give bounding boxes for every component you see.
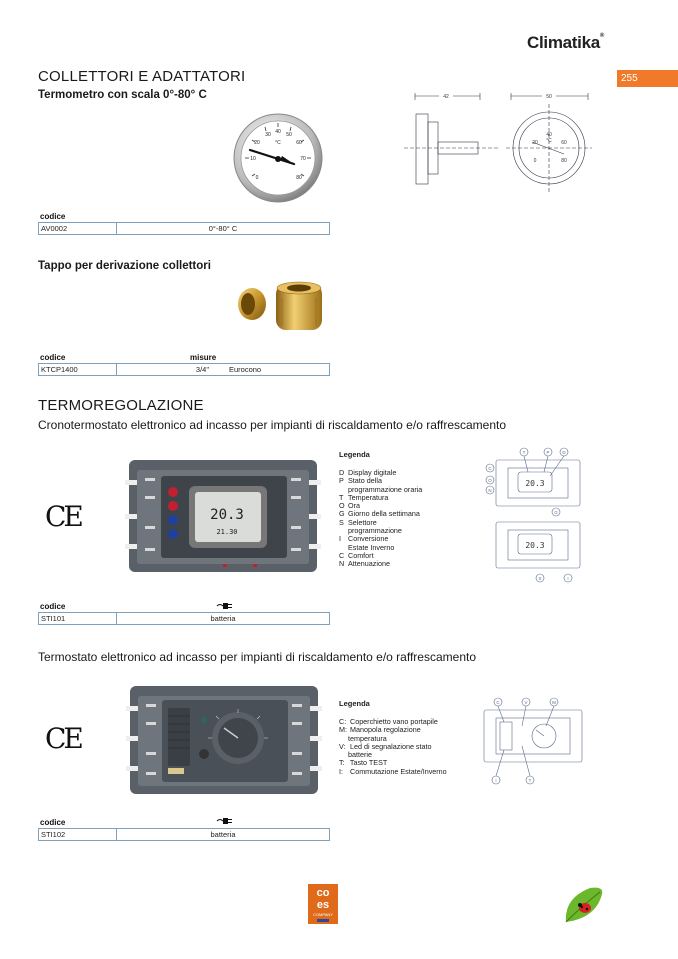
legend-item: C Comfort	[339, 550, 374, 560]
table-header-codice: codice	[40, 353, 66, 362]
section-title-collettori: COLLETTORI E ADATTATORI	[38, 68, 246, 85]
diagram-display-text: 20.3	[525, 541, 545, 550]
type-cell: Eurocono	[229, 365, 262, 374]
diagram-label: S	[538, 576, 542, 581]
drawing-label: 80	[561, 158, 567, 164]
logo-text: co	[316, 887, 330, 899]
code-cell: AV0002	[39, 223, 117, 234]
dial-label: 20	[254, 140, 260, 146]
legend-item-cont: programmazione oraria	[348, 484, 423, 494]
section-title-termoregolazione: TERMOREGOLAZIONE	[38, 397, 204, 414]
diagram-label: I	[495, 778, 497, 783]
table-row	[38, 612, 330, 625]
legend-title: Legenda	[339, 699, 370, 708]
battery-plug-icon	[216, 602, 234, 610]
chronothermostat-diagram	[484, 446, 590, 586]
legend-list	[339, 469, 469, 569]
display-sub-text: 21.30	[216, 528, 238, 536]
power-cell: batteria	[210, 614, 236, 623]
dial-label: 80	[296, 175, 302, 181]
table-header-misure: misure	[190, 353, 217, 362]
battery-plug-icon	[216, 817, 234, 825]
ce-mark: CE	[45, 722, 81, 755]
legend-item-cont: temperatura	[348, 733, 387, 743]
diagram-label: T	[528, 778, 532, 783]
legend-item: T Temperatura	[339, 492, 389, 502]
legend-item: V: Led di segnalazione stato	[339, 741, 432, 751]
diagram-label: V	[524, 700, 528, 705]
dial-label: 30	[265, 132, 271, 138]
product-title-termostato: Termostato elettronico ad incasso per impianti di riscaldamento e/o raffrescamento	[38, 650, 476, 664]
value-cell: 0°-80° C	[208, 224, 238, 233]
legend-item: N Attenuazione	[339, 559, 390, 569]
logo-text: es	[316, 899, 330, 911]
table-header-codice: codice	[40, 212, 66, 221]
dial-label: 50	[286, 132, 292, 138]
legend-item: O Ora	[339, 501, 360, 511]
legend-item: D Display digitale	[339, 468, 397, 477]
thermometer-photo	[230, 112, 326, 204]
drawing-label: 60	[561, 140, 567, 146]
diagram-label: G	[554, 510, 558, 515]
product-title-termometro: Termometro con scala 0°-80° C	[38, 89, 207, 101]
coes-company-logo	[308, 884, 338, 924]
diagram-label: D	[562, 450, 566, 455]
ce-mark: CE	[45, 500, 81, 533]
logo-text: COMPANY	[313, 912, 333, 917]
table-row	[38, 363, 330, 376]
legend-item-cont: batterie	[348, 750, 372, 760]
product-title-tappo: Tappo per derivazione collettori	[38, 260, 211, 272]
product-title-cronotermostato: Cronotermostato elettronico ad incasso per impianti di riscaldamento e/o raffrescamento	[38, 418, 507, 432]
diagram-label: N	[488, 488, 492, 493]
diagram-label: I	[567, 576, 569, 581]
thermometer-technical-drawing	[396, 90, 606, 200]
diagram-label: O	[488, 478, 492, 483]
code-cell: STI101	[39, 613, 117, 624]
diagram-label: T	[522, 450, 526, 455]
legend-item: S Selettore	[339, 517, 377, 527]
legend-item: I: Commutazione Estate/Inverno	[339, 766, 447, 776]
diagram-label: C	[488, 466, 492, 471]
page-number-tab: 255	[617, 70, 678, 87]
code-cell: STI102	[39, 829, 117, 840]
ladybug-leaf-icon	[560, 884, 606, 928]
drawing-label: 20	[532, 140, 538, 146]
legend-item: T: Tasto TEST	[339, 758, 388, 768]
dial-label: 70	[300, 156, 306, 162]
legend-item: P Stato della	[339, 476, 382, 486]
table-header-codice: codice	[40, 818, 66, 827]
dial-label: 40	[275, 129, 281, 135]
drawing-label: 40	[546, 132, 552, 138]
diagram-label: P	[546, 450, 550, 455]
table-row	[38, 222, 330, 235]
table-row	[38, 828, 330, 841]
dimension-label: 42	[443, 94, 449, 100]
thermostat-photo	[124, 682, 324, 798]
legend-item: G Giorno della settimana	[339, 509, 420, 519]
chronothermostat-photo	[123, 456, 323, 576]
legend-list	[339, 718, 479, 776]
table-header-codice: codice	[40, 602, 66, 611]
legend-item-cont: Estate Inverno	[348, 542, 395, 552]
power-cell: batteria	[210, 830, 236, 839]
dial-label: 0	[255, 175, 259, 181]
legend-title: Legenda	[339, 450, 370, 459]
dial-unit: °C	[275, 140, 281, 146]
display-main-text: 20.3	[210, 507, 244, 523]
code-cell: KTCP1400	[39, 364, 117, 375]
drawing-label: °C	[546, 138, 552, 144]
diagram-display-text: 20.3	[525, 479, 545, 488]
brand-logo: Climatika®	[527, 33, 605, 52]
legend-item-cont: programmazione	[348, 526, 402, 536]
legend-item: M: Manopola regolazione	[339, 725, 421, 735]
diagram-label: C	[496, 700, 500, 705]
thermostat-diagram	[478, 696, 588, 788]
size-cell: 3/4"	[195, 365, 209, 374]
dial-label: 10	[250, 156, 256, 162]
diagram-label: M	[552, 700, 556, 705]
drawing-label: 0	[533, 158, 537, 164]
dimension-label: 50	[546, 94, 552, 100]
legend-item: I Conversione	[339, 534, 389, 544]
legend-item: C: Coperchietto vano portapile	[339, 717, 438, 726]
cap-fittings-photo	[230, 278, 330, 338]
dial-label: 60	[296, 140, 302, 146]
